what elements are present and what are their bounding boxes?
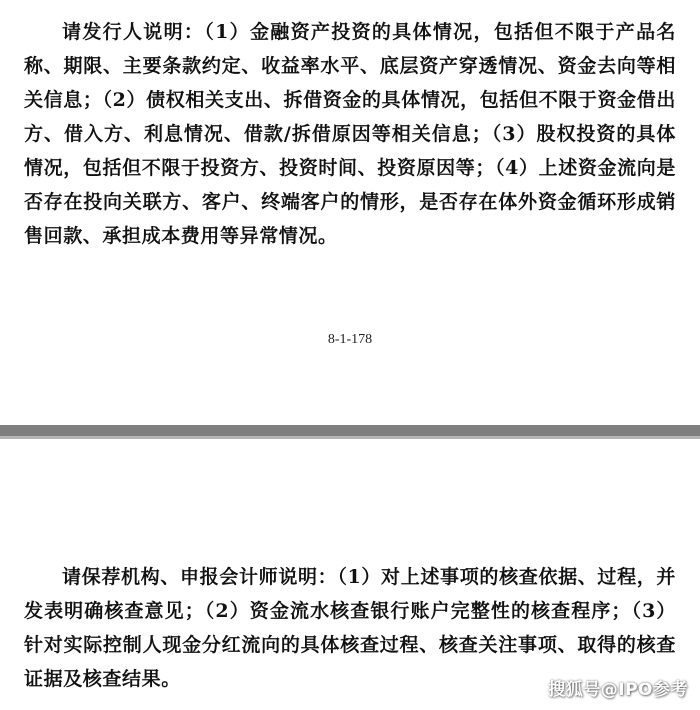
sponsor-explanation-paragraph: 请保荐机构、申报会计师说明：（1）对上述事项的核查依据、过程，并发表明确核查意见；（2）资金流水核查银行账户完整性的核查程序；（3）针对实际控制人现金分红流向的具体核查过程、核查关注事项、取得的核查证据及核查结果。 — [24, 566, 676, 690]
page-number: 8-1-178 — [327, 332, 373, 347]
issuer-explanation-paragraph: 请发行人说明：（1）金融资产投资的具体情况，包括但不限于产品名称、期限、主要条款约定、收益率水平、底层资产穿透情况、资金去向等相关信息；（2）债权相关支出、拆借资金的具体情况，包括但不限于资金借出方、借入方、利息情况、借款/拆借原因等相关信息；（3）股权投资的具体情况，包括但不限于投资方、投资时间、投资原因等；（4）上述资金流向是否存在投向关联方、客户、终端客户的情形，是否存在体外资金循环形成销售回款、承担成本费用等异常情况。 — [24, 21, 676, 247]
watermark: 搜狐号@IPO参考 — [548, 680, 688, 700]
page-divider — [0, 425, 700, 439]
